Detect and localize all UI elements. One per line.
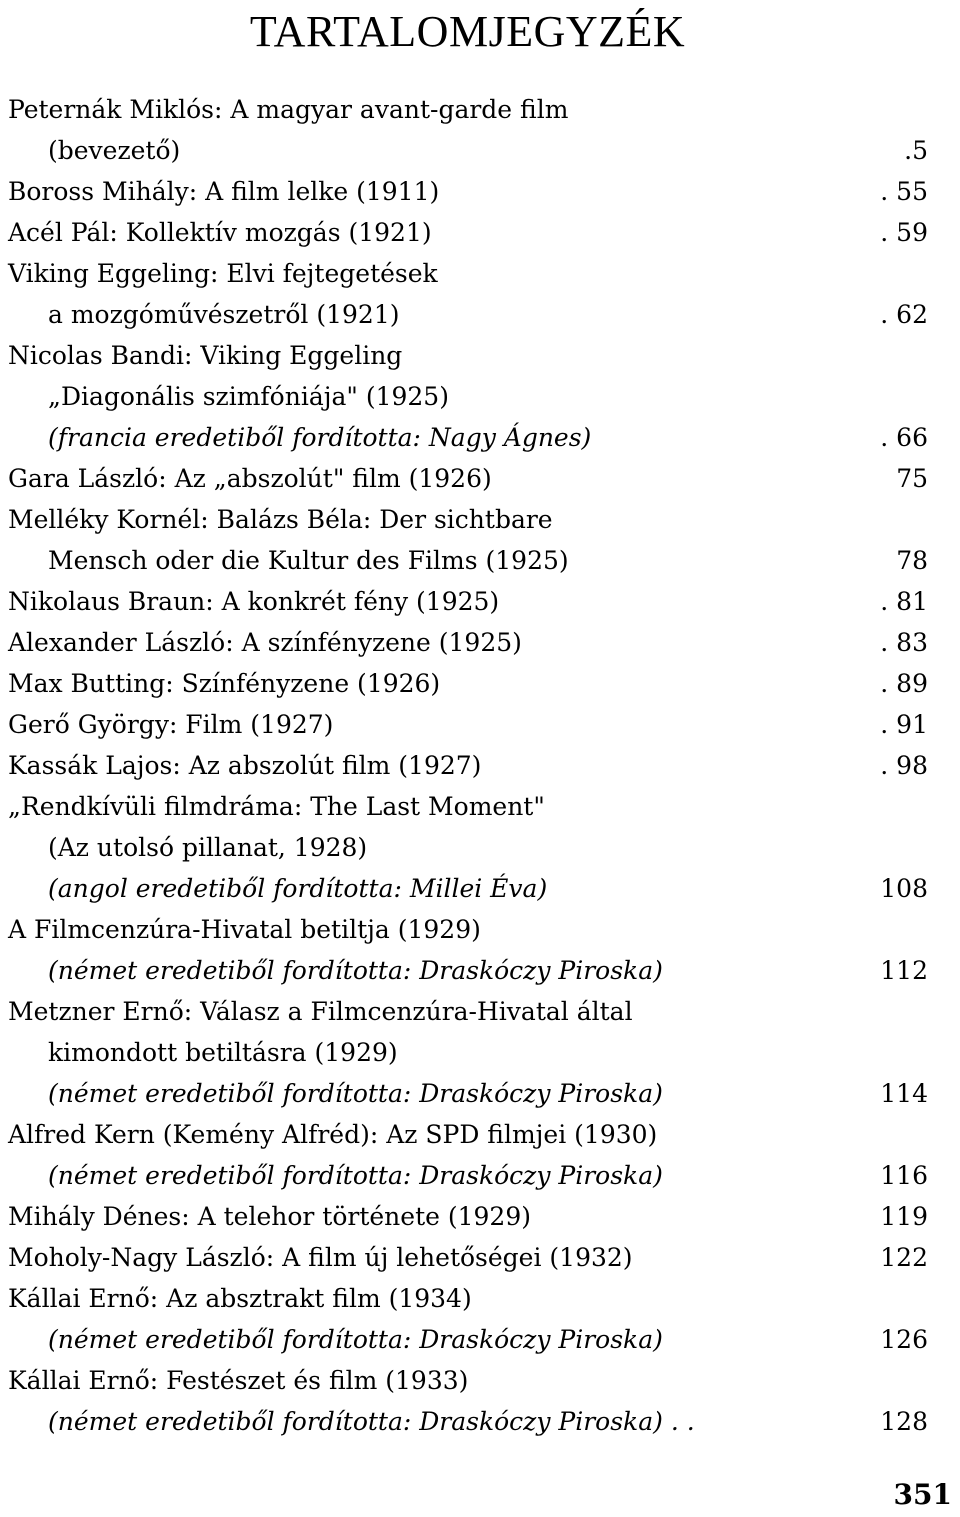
toc-entry-page: 112 xyxy=(880,956,928,985)
toc-entry-title: Mihály Dénes: A telehor története (1929) xyxy=(8,1202,531,1231)
toc-entry-translator: (német eredetiből fordította: Draskóczy Piroska) . . xyxy=(48,1407,695,1436)
toc-entry-title: Mensch oder die Kultur des Films (1925) xyxy=(48,546,569,575)
toc-entry xyxy=(8,294,930,335)
toc-entry-translator: (angol eredetiből fordította: Millei Éva) xyxy=(48,874,548,903)
toc-entry-translator: (német eredetiből fordította: Draskóczy Piroska) xyxy=(48,1325,663,1354)
toc-entry-title: Acél Pál: Kollektív mozgás (1921) xyxy=(8,218,432,247)
toc-entry xyxy=(8,1360,930,1401)
page-title: TARTALOMJEGYZÉK xyxy=(249,7,686,56)
toc-entry xyxy=(8,786,930,827)
toc-entry xyxy=(8,1237,930,1278)
toc-entry-title: Melléky Kornél: Balázs Béla: Der sichtbare xyxy=(8,505,553,534)
toc-entry-translator: (német eredetiből fordította: Draskóczy Piroska) xyxy=(48,1079,663,1108)
toc-entry-page: 119 xyxy=(880,1202,928,1231)
toc-entry-title: Kállai Ernő: Az absztrakt film (1934) xyxy=(8,1284,472,1313)
toc-entry-title: Nikolaus Braun: A konkrét fény (1925) xyxy=(8,587,500,616)
toc-entry-page: . 62 xyxy=(880,300,928,329)
toc-entry-title: (bevezető) xyxy=(48,136,181,165)
table-of-contents xyxy=(8,89,930,1442)
toc-entry xyxy=(8,212,930,253)
toc-entry xyxy=(8,622,930,663)
toc-entry-page: 75 xyxy=(896,464,928,493)
toc-entry xyxy=(8,1196,930,1237)
page-number: 351 xyxy=(893,1478,952,1511)
toc-entry-title: a mozgóművészetről (1921) xyxy=(48,300,400,329)
toc-entry-title: Peternák Miklós: A magyar avant-garde film xyxy=(8,95,569,124)
toc-entry xyxy=(8,868,930,909)
toc-entry-page: 108 xyxy=(880,874,928,903)
toc-entry xyxy=(8,89,930,130)
toc-entry xyxy=(8,376,930,417)
toc-entry xyxy=(8,1278,930,1319)
toc-entry-title: Viking Eggeling: Elvi fejtegetések xyxy=(8,259,438,288)
toc-entry-title: „Diagonális szimfóniája" (1925) xyxy=(48,382,449,411)
toc-entry-title: kimondott betiltásra (1929) xyxy=(48,1038,398,1067)
toc-entry-title: Moholy-Nagy László: A film új lehetőségei (1932) xyxy=(8,1243,633,1272)
toc-entry xyxy=(8,950,930,991)
toc-entry-title: Gara László: Az „abszolút" film (1926) xyxy=(8,464,492,493)
toc-entry-page: 78 xyxy=(896,546,928,575)
toc-entry xyxy=(8,1155,930,1196)
toc-entry xyxy=(8,827,930,868)
toc-entry xyxy=(8,1032,930,1073)
toc-entry xyxy=(8,458,930,499)
toc-entry xyxy=(8,417,930,458)
toc-entry-page: . 91 xyxy=(880,710,928,739)
toc-entry-title: Metzner Ernő: Válasz a Filmcenzúra-Hivatal által xyxy=(8,997,633,1026)
toc-entry-page: .5 xyxy=(904,136,928,165)
toc-entry-translator: (német eredetiből fordította: Draskóczy Piroska) xyxy=(48,956,663,985)
toc-entry xyxy=(8,581,930,622)
toc-entry-page: 128 xyxy=(880,1407,928,1436)
toc-entry xyxy=(8,1401,930,1442)
toc-entry-page: . 55 xyxy=(880,177,928,206)
toc-entry xyxy=(8,1114,930,1155)
toc-entry xyxy=(8,1073,930,1114)
toc-entry xyxy=(8,335,930,376)
toc-entry xyxy=(8,663,930,704)
toc-entry-page: . 81 xyxy=(880,587,928,616)
toc-entry-title: „Rendkívüli filmdráma: The Last Moment" xyxy=(8,792,545,821)
toc-entry-title: A Filmcenzúra-Hivatal betiltja (1929) xyxy=(8,915,481,944)
toc-entry xyxy=(8,499,930,540)
toc-entry-title: Gerő György: Film (1927) xyxy=(8,710,334,739)
toc-entry-page: . 66 xyxy=(880,423,928,452)
toc-entry-translator: (német eredetiből fordította: Draskóczy Piroska) xyxy=(48,1161,663,1190)
toc-entry-page: 114 xyxy=(880,1079,928,1108)
toc-entry-title: Alexander László: A színfényzene (1925) xyxy=(8,628,522,657)
toc-entry-page: . 98 xyxy=(880,751,928,780)
toc-entry-title: Alfred Kern (Kemény Alfréd): Az SPD filmjei (1930) xyxy=(8,1120,658,1149)
toc-entry-translator: (francia eredetiből fordította: Nagy Ágnes) xyxy=(48,423,592,452)
toc-entry-page: . 59 xyxy=(880,218,928,247)
toc-entry-page: 122 xyxy=(880,1243,928,1272)
toc-entry-title: Nicolas Bandi: Viking Eggeling xyxy=(8,341,403,370)
toc-entry xyxy=(8,704,930,745)
toc-entry xyxy=(8,171,930,212)
toc-entry xyxy=(8,1319,930,1360)
toc-entry xyxy=(8,745,930,786)
toc-entry-page: 126 xyxy=(880,1325,928,1354)
toc-entry-title: Max Butting: Színfényzene (1926) xyxy=(8,669,441,698)
toc-entry xyxy=(8,909,930,950)
toc-entry-page: 116 xyxy=(880,1161,928,1190)
toc-entry-title: Boross Mihály: A film lelke (1911) xyxy=(8,177,440,206)
toc-entry-page: . 89 xyxy=(880,669,928,698)
toc-entry-title: Kállai Ernő: Festészet és film (1933) xyxy=(8,1366,469,1395)
toc-entry-page: . 83 xyxy=(880,628,928,657)
toc-entry-title: (Az utolsó pillanat, 1928) xyxy=(48,833,368,862)
toc-entry xyxy=(8,253,930,294)
toc-entry xyxy=(8,991,930,1032)
toc-entry xyxy=(8,130,930,171)
toc-entry xyxy=(8,540,930,581)
toc-entry-title: Kassák Lajos: Az abszolút film (1927) xyxy=(8,751,482,780)
